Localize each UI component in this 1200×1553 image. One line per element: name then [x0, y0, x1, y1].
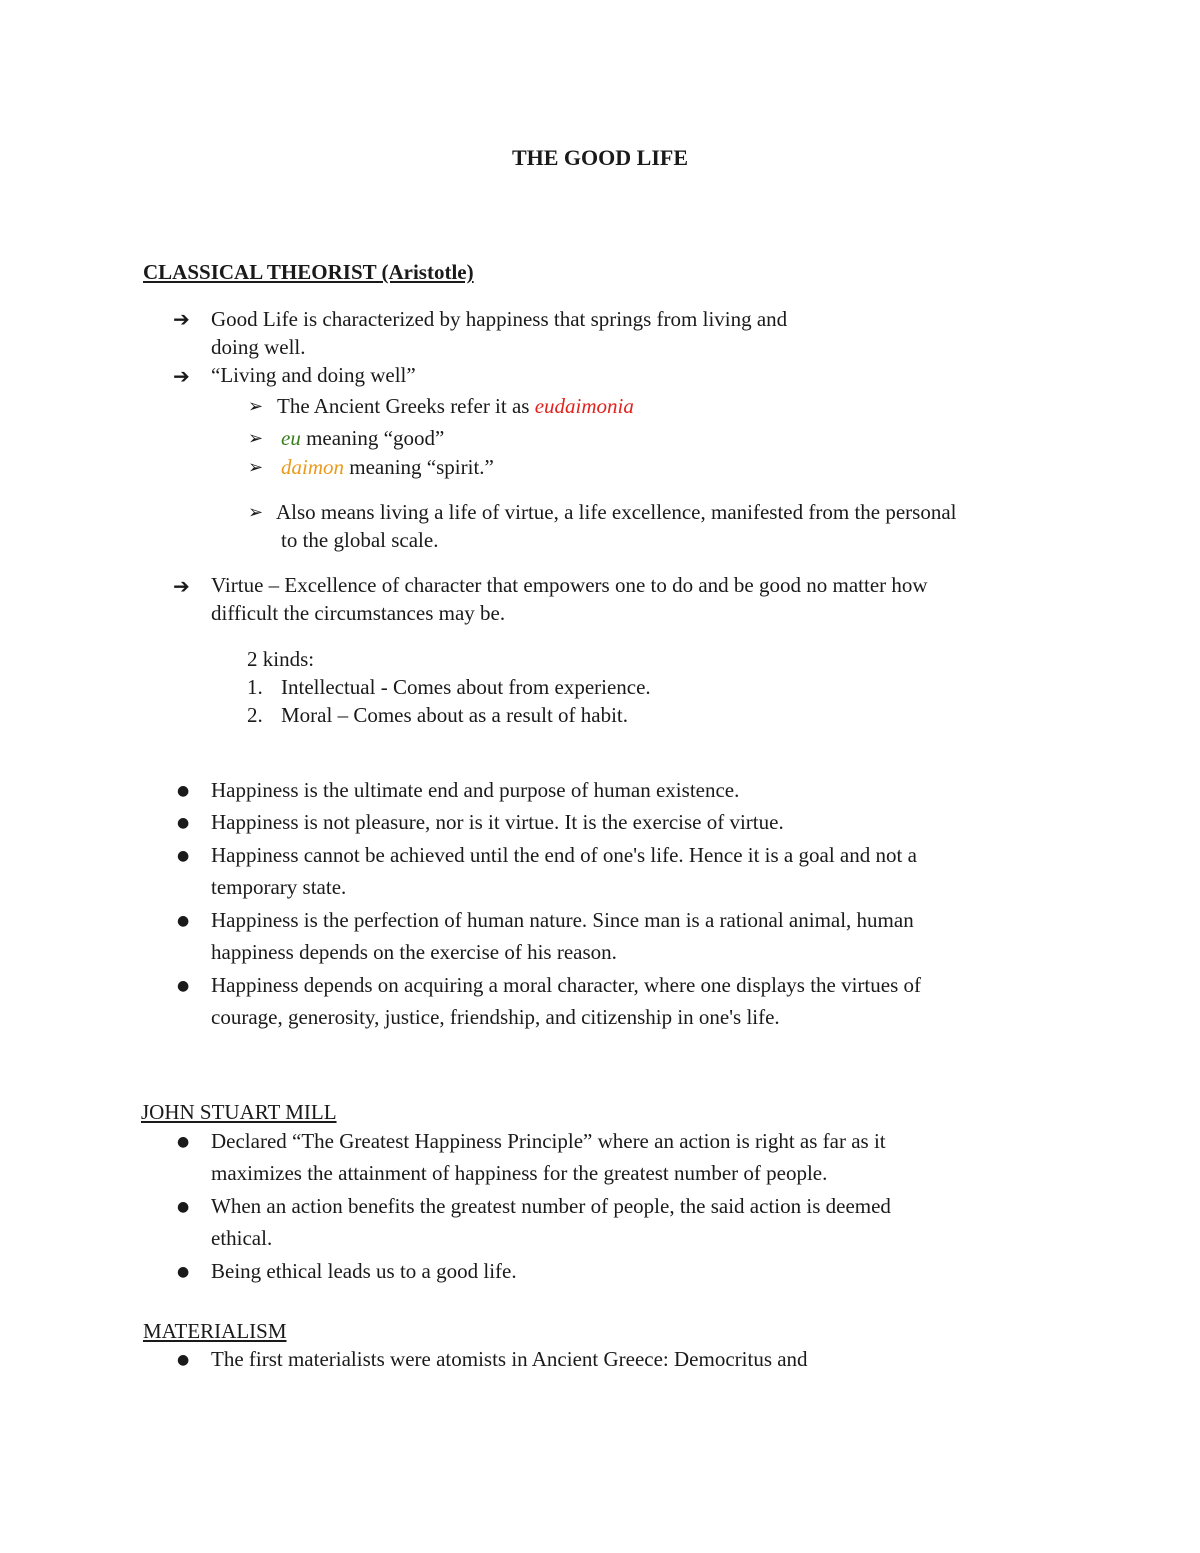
- term-eudaimonia: eudaimonia: [534, 394, 634, 418]
- arrow-icon: ➔: [173, 574, 190, 598]
- kinds-label: 2 kinds:: [247, 647, 315, 671]
- materialism-bullet-1: The first materialists were atomists in Ancient Greece: Democritus and: [211, 1347, 808, 1371]
- sub-item-1-prefix: The Ancient Greeks refer it as: [277, 394, 535, 418]
- classical-sub-item-1: [277, 392, 634, 420]
- classical-sub-item-4-line-1: Also means living a life of virtue, a life excellence, manifested from the personal: [276, 500, 957, 524]
- kind-2-text: Moral – Comes about as a result of habit.: [281, 703, 629, 727]
- sub-item-3-rest: meaning “spirit.”: [344, 455, 494, 479]
- bullet-icon: ●: [177, 1264, 190, 1280]
- section-heading-classical: CLASSICAL THEORIST (Aristotle): [143, 260, 474, 284]
- section-heading-materialism: MATERIALISM: [143, 1319, 287, 1343]
- classical-item-1-line-2: doing well.: [211, 335, 306, 359]
- classical-sub-item-3: [281, 453, 494, 481]
- sub-arrow-icon: ➢: [248, 502, 264, 523]
- mill-bullet-1-line-2: maximizes the attainment of happiness for the greatest number of people.: [211, 1161, 828, 1185]
- kind-1-number: 1.: [247, 675, 263, 699]
- sub-arrow-icon: ➢: [248, 428, 264, 449]
- classical-item-1-line-1: Good Life is characterized by happiness that springs from living and: [211, 307, 788, 331]
- bullet-icon: ●: [177, 1352, 190, 1368]
- bullet-icon: ●: [177, 783, 190, 799]
- happiness-bullet-4-line-1: Happiness is the perfection of human nature. Since man is a rational animal, human: [211, 908, 914, 932]
- classical-sub-item-2: [281, 424, 444, 452]
- mill-bullet-2-line-1: When an action benefits the greatest number of people, the said action is deemed: [211, 1194, 891, 1218]
- happiness-bullet-3-line-2: temporary state.: [211, 875, 347, 899]
- happiness-bullet-3-line-1: Happiness cannot be achieved until the end of one's life. Hence it is a goal and not a: [211, 843, 917, 867]
- bullet-icon: ●: [177, 815, 190, 831]
- classical-item-2: “Living and doing well”: [211, 363, 416, 387]
- kind-2-number: 2.: [247, 703, 263, 727]
- sub-item-2-rest: meaning “good”: [300, 426, 445, 450]
- bullet-icon: ●: [177, 913, 190, 929]
- mill-bullet-1-line-1: Declared “The Greatest Happiness Principle” where an action is right as far as it: [211, 1129, 886, 1153]
- bullet-icon: ●: [177, 1134, 190, 1150]
- arrow-icon: ➔: [173, 364, 190, 388]
- classical-sub-item-4-line-2: to the global scale.: [281, 528, 439, 552]
- happiness-bullet-4-line-2: happiness depends on the exercise of his reason.: [211, 940, 617, 964]
- section-heading-mill: JOHN STUART MILL: [141, 1100, 337, 1124]
- term-daimon: daimon: [281, 455, 344, 479]
- sub-arrow-icon: ➢: [248, 457, 264, 478]
- bullet-icon: ●: [177, 1199, 190, 1215]
- arrow-icon: ➔: [173, 307, 190, 331]
- sub-arrow-icon: ➢: [248, 396, 264, 417]
- mill-bullet-3: Being ethical leads us to a good life.: [211, 1259, 517, 1283]
- happiness-bullet-5-line-2: courage, generosity, justice, friendship, and citizenship in one's life.: [211, 1005, 780, 1029]
- mill-bullet-2-line-2: ethical.: [211, 1226, 273, 1250]
- classical-item-3-line-2: difficult the circumstances may be.: [211, 601, 506, 625]
- classical-item-3-line-1: Virtue – Excellence of character that empowers one to do and be good no matter how: [211, 573, 928, 597]
- bullet-icon: ●: [177, 978, 190, 994]
- page-title: THE GOOD LIFE: [511, 145, 689, 170]
- bullet-icon: ●: [177, 848, 190, 864]
- term-eu: eu: [281, 426, 301, 450]
- happiness-bullet-5-line-1: Happiness depends on acquiring a moral character, where one displays the virtues of: [211, 973, 922, 997]
- happiness-bullet-2: Happiness is not pleasure, nor is it virtue. It is the exercise of virtue.: [211, 810, 784, 834]
- kind-1-text: Intellectual - Comes about from experience.: [281, 675, 651, 699]
- happiness-bullet-1: Happiness is the ultimate end and purpose of human existence.: [211, 778, 740, 802]
